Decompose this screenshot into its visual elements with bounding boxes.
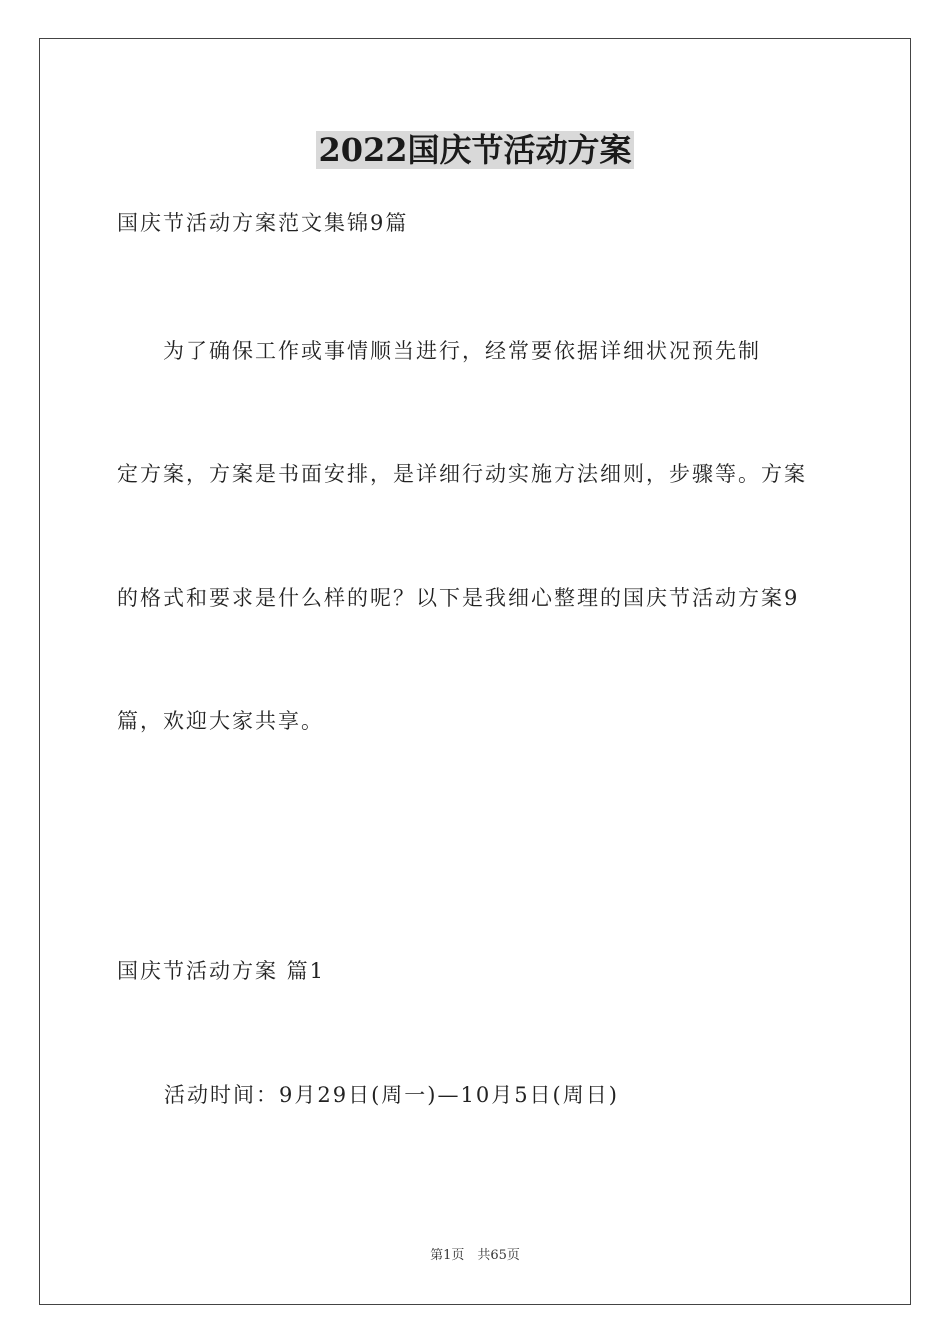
document-title (0, 128, 950, 172)
page-number: 第1页 共65页 (430, 1248, 520, 1263)
document-title-text: 2022国庆节活动方案 (318, 131, 632, 169)
intro-line-2: 定方案，方案是书面安排，是详细行动实施方法细则，步骤等。方案 (117, 462, 807, 486)
intro-line-1: 为了确保工作或事情顺当进行，经常要依据详细状况预先制 (117, 339, 761, 363)
intro-line-4: 篇，欢迎大家共享。 (117, 709, 324, 733)
activity-time: 活动时间：9月29日(周一)—10月5日(周日) (164, 1083, 619, 1107)
document-subtitle: 国庆节活动方案范文集锦9篇 (117, 211, 409, 235)
intro-line-3: 的格式和要求是什么样的呢？以下是我细心整理的国庆节活动方案9 (117, 586, 800, 610)
section-heading: 国庆节活动方案 篇1 (117, 959, 326, 983)
page-footer (0, 1247, 950, 1265)
